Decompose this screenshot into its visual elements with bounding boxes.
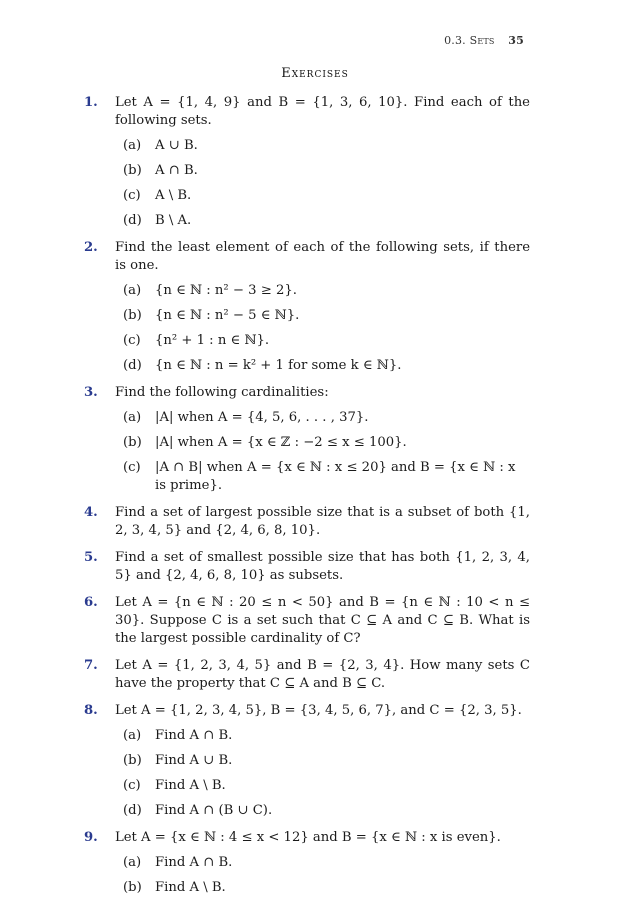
exercise-text: Let A = {1, 2, 3, 4, 5} and B = {2, 3, 4}. How many sets C have the property that C ⊆ A and B ⊆ C.: [115, 658, 530, 691]
exercise-parts: [115, 137, 530, 230]
part-text: Find A \ B.: [155, 778, 226, 793]
exercise-text: Let A = {1, 2, 3, 4, 5}, B = {3, 4, 5, 6, 7}, and C = {2, 3, 5}.: [115, 703, 522, 718]
part-text: Find A ∩ B.: [155, 728, 233, 743]
exercise-text: Find a set of largest possible size that is a subset of both {1, 2, 3, 4, 5} and {2, 4, 6, 8, 10}.: [115, 505, 530, 538]
part-text: B \ A.: [155, 213, 192, 228]
part-label: (a): [123, 410, 142, 425]
exercise-part: [115, 752, 530, 770]
exercise-parts: [115, 409, 530, 495]
page-number: 35: [508, 34, 524, 47]
part-label: (c): [123, 188, 141, 203]
part-label: (a): [123, 138, 142, 153]
exercise-text: Let A = {n ∈ ℕ : 20 ≤ n < 50} and B = {n ∈ ℕ : 10 < n ≤ 30}. Suppose C is a set such that C ⊆ A and C ⊆ B. What is the largest possible cardinality of C?: [115, 595, 530, 646]
part-label: (a): [123, 728, 142, 743]
exercise-list: [84, 94, 530, 897]
running-header: [444, 34, 524, 47]
exercise-item: [84, 504, 530, 540]
part-label: (b): [123, 753, 142, 768]
exercise-text: Find the following cardinalities:: [115, 385, 329, 400]
exercise-part: [115, 137, 530, 155]
exercise-number: 7.: [84, 658, 98, 673]
exercise-number: 6.: [84, 595, 98, 610]
page-title: Exercises: [281, 66, 349, 81]
exercise-part: [115, 282, 530, 300]
exercise-number: 5.: [84, 550, 98, 565]
exercise-parts: [115, 727, 530, 820]
part-text: A ∪ B.: [155, 138, 198, 153]
part-label: (d): [123, 358, 142, 373]
exercise-number: 9.: [84, 830, 98, 845]
part-text: {n ∈ ℕ : n = k² + 1 for some k ∈ ℕ}.: [155, 358, 402, 373]
part-text: Find A ∪ B.: [155, 753, 233, 768]
exercise-number: 4.: [84, 505, 98, 520]
part-label: (c): [123, 778, 141, 793]
part-label: (b): [123, 880, 142, 895]
exercise-text: Let A = {1, 4, 9} and B = {1, 3, 6, 10}. Find each of the following sets.: [115, 95, 530, 128]
exercise-item: [84, 94, 530, 230]
exercise-part: [115, 854, 530, 872]
exercise-part: [115, 727, 530, 745]
exercise-part: [115, 162, 530, 180]
exercise-part: [115, 434, 530, 452]
part-label: (b): [123, 163, 142, 178]
exercise-parts: [115, 282, 530, 375]
part-text: {n ∈ ℕ : n² − 3 ≥ 2}.: [155, 283, 297, 298]
exercise-item: [84, 239, 530, 375]
exercise-part: [115, 187, 530, 205]
part-text: {n² + 1 : n ∈ ℕ}.: [155, 333, 270, 348]
exercise-parts: [115, 854, 530, 897]
exercise-number: 3.: [84, 385, 98, 400]
part-label: (a): [123, 283, 142, 298]
exercise-item: [84, 384, 530, 495]
exercise-item: [84, 702, 530, 820]
exercise-text: Let A = {x ∈ ℕ : 4 ≤ x < 12} and B = {x ∈ ℕ : x is even}.: [115, 830, 501, 845]
part-label: (c): [123, 460, 141, 475]
exercise-part: [115, 802, 530, 820]
exercise-item: [84, 549, 530, 585]
part-text: {n ∈ ℕ : n² − 5 ∈ ℕ}.: [155, 308, 300, 323]
part-label: (d): [123, 213, 142, 228]
exercise-part: [115, 879, 530, 897]
section-title: 0.3. Sets: [444, 34, 495, 47]
exercise-text: Find the least element of each of the following sets, if there is one.: [115, 240, 530, 273]
exercise-number: 2.: [84, 240, 98, 255]
part-text: |A| when A = {x ∈ ℤ : −2 ≤ x ≤ 100}.: [155, 435, 407, 450]
part-text: Find A \ B.: [155, 880, 226, 895]
part-text: Find A ∩ (B ∪ C).: [155, 803, 273, 818]
exercise-item: [84, 594, 530, 648]
exercise-item: [84, 657, 530, 693]
exercise-part: [115, 332, 530, 350]
part-text: Find A ∩ B.: [155, 855, 233, 870]
part-text: |A ∩ B| when A = {x ∈ ℕ : x ≤ 20} and B = {x ∈ ℕ : x is prime}.: [155, 460, 516, 493]
part-label: (b): [123, 308, 142, 323]
exercise-item: [84, 829, 530, 897]
exercise-part: [115, 459, 530, 495]
exercise-text: Find a set of smallest possible size that has both {1, 2, 3, 4, 5} and {2, 4, 6, 8, 10} as subsets.: [115, 550, 530, 583]
part-text: A ∩ B.: [155, 163, 198, 178]
exercise-part: [115, 777, 530, 795]
part-text: |A| when A = {4, 5, 6, . . . , 37}.: [155, 410, 369, 425]
part-label: (c): [123, 333, 141, 348]
exercise-part: [115, 212, 530, 230]
exercise-part: [115, 357, 530, 375]
part-label: (d): [123, 803, 142, 818]
exercise-part: [115, 409, 530, 427]
exercise-number: 1.: [84, 95, 98, 110]
part-text: A \ B.: [155, 188, 192, 203]
exercise-number: 8.: [84, 703, 98, 718]
exercise-part: [115, 307, 530, 325]
part-label: (b): [123, 435, 142, 450]
part-label: (a): [123, 855, 142, 870]
